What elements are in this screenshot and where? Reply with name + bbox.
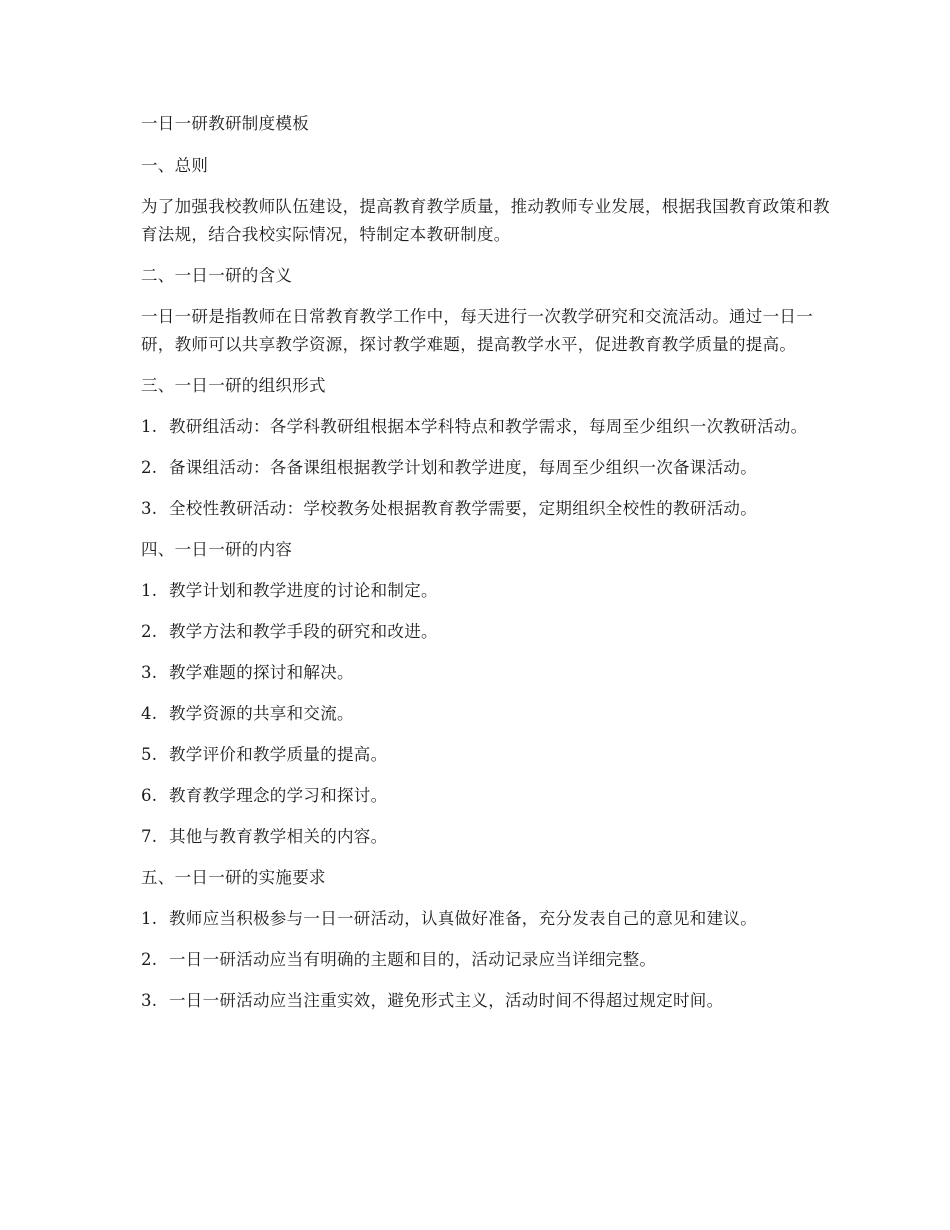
list-item-number: 6. (141, 786, 158, 805)
list-item-text: 教学评价和教学质量的提高。 (169, 745, 388, 764)
list-item (141, 495, 831, 523)
list-item-text: 教育教学理念的学习和探讨。 (169, 786, 388, 805)
list-item-text: 教研组活动：各学科教研组根据本学科特点和教学需求，每周至少组织一次教研活动。 (169, 417, 808, 436)
list-item (141, 413, 831, 441)
list-item (141, 577, 831, 605)
section-paragraph: 一日一研是指教师在日常教育教学工作中，每天进行一次教学研究和交流活动。通过一日一研，教师可以共享教学资源，探讨教学难题，提高教学水平，促进教育教学质量的提高。 (141, 307, 813, 354)
document-title: 一日一研教研制度模板 (141, 114, 309, 133)
list-item-number: 4. (141, 704, 158, 723)
list-item-text: 教师应当积极参与一日一研活动，认真做好准备，充分发表自己的意见和建议。 (169, 909, 757, 928)
list-item (141, 659, 831, 687)
list-item-text: 教学方法和教学手段的研究和改进。 (169, 622, 438, 641)
list-item (141, 454, 831, 482)
list-item-number: 1. (141, 417, 158, 436)
list-item-number: 2. (141, 950, 158, 969)
list-item (141, 823, 831, 851)
list-item (141, 905, 831, 933)
list-item-text: 备课组活动：各备课组根据教学计划和教学进度，每周至少组织一次备课活动。 (169, 458, 757, 477)
list-item-number: 2. (141, 458, 158, 477)
list-item-text: 教学难题的探讨和解决。 (169, 663, 354, 682)
list-item-number: 3. (141, 499, 158, 518)
list-item-text: 全校性教研活动：学校教务处根据教育教学需要，定期组织全校性的教研活动。 (169, 499, 757, 518)
section-heading: 一、总则 (141, 156, 209, 175)
list-item (141, 618, 831, 646)
list-item-number: 1. (141, 909, 158, 928)
list-item (141, 700, 831, 728)
section-heading: 五、一日一研的实施要求 (141, 868, 326, 887)
document-page (141, 110, 831, 1028)
list-item-number: 3. (141, 991, 158, 1010)
list-item-text: 一日一研活动应当注重实效，避免形式主义，活动时间不得超过规定时间。 (169, 991, 724, 1010)
list-item-number: 1. (141, 581, 158, 600)
list-item-number: 5. (141, 745, 158, 764)
list-item (141, 782, 831, 810)
list-item-text: 一日一研活动应当有明确的主题和目的，活动记录应当详细完整。 (169, 950, 657, 969)
list-item (141, 946, 831, 974)
section-heading: 二、一日一研的含义 (141, 266, 293, 285)
section-heading: 三、一日一研的组织形式 (141, 376, 326, 395)
list-item-number: 7. (141, 827, 158, 846)
section-paragraph: 为了加强我校教师队伍建设，提高教育教学质量，推动教师专业发展，根据我国教育政策和教育法规，结合我校实际情况，特制定本教研制度。 (141, 197, 830, 244)
list-item-number: 3. (141, 663, 158, 682)
list-item-number: 2. (141, 622, 158, 641)
list-item (141, 987, 831, 1015)
list-item-text: 教学计划和教学进度的讨论和制定。 (169, 581, 438, 600)
list-item (141, 741, 831, 769)
list-item-text: 其他与教育教学相关的内容。 (169, 827, 388, 846)
list-item-text: 教学资源的共享和交流。 (169, 704, 354, 723)
section-heading: 四、一日一研的内容 (141, 540, 293, 559)
